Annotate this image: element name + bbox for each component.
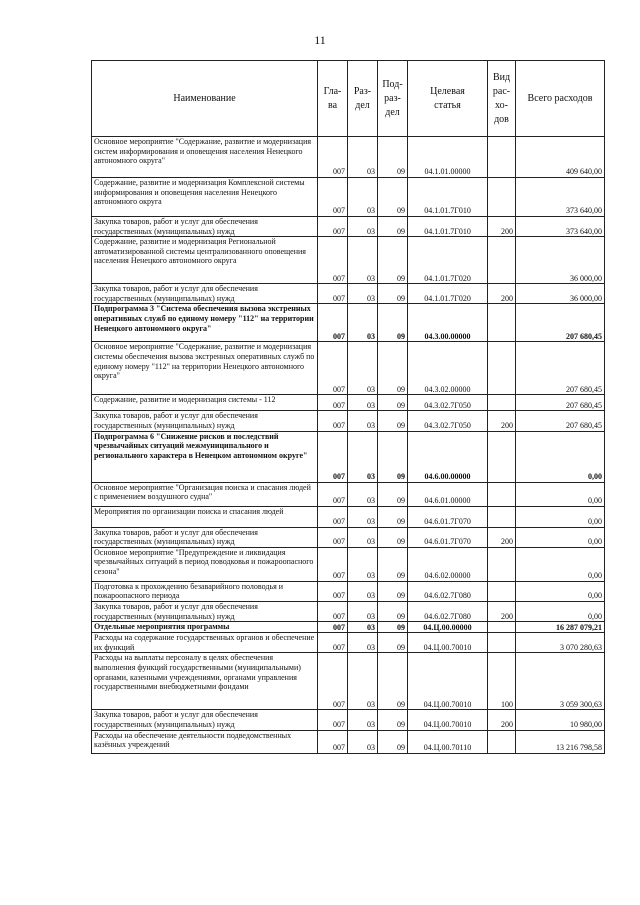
cell-glava: 007 xyxy=(318,304,348,342)
cell-name: Отдельные мероприятия программы xyxy=(92,622,318,633)
cell-total: 373 640,00 xyxy=(516,217,605,237)
cell-razdel: 03 xyxy=(348,547,378,581)
cell-podrazdel: 09 xyxy=(378,395,408,411)
cell-name: Подпрограмма 6 "Снижение рисков и последствий чрезвычайных ситуаций межмуниципального и регионального характера в Ненецком автономном округе" xyxy=(92,431,318,482)
cell-target: 04.3.02.00000 xyxy=(408,342,488,395)
table-row xyxy=(92,284,605,304)
cell-razdel: 03 xyxy=(348,411,378,431)
cell-vid xyxy=(488,342,516,395)
cell-glava: 007 xyxy=(318,710,348,730)
cell-vid xyxy=(488,237,516,284)
cell-target: 04.1.01.7Г020 xyxy=(408,284,488,304)
cell-vid xyxy=(488,622,516,633)
cell-name: Расходы на содержание государственных органов и обеспечение их функций xyxy=(92,633,318,653)
cell-vid: 200 xyxy=(488,601,516,621)
cell-name: Основное мероприятие "Организация поиска и спасания людей с применением воздушного судна" xyxy=(92,482,318,506)
cell-total: 0,00 xyxy=(516,431,605,482)
cell-podrazdel: 09 xyxy=(378,547,408,581)
cell-razdel: 03 xyxy=(348,178,378,217)
cell-razdel: 03 xyxy=(348,137,378,178)
cell-vid: 200 xyxy=(488,710,516,730)
table-row xyxy=(92,395,605,411)
cell-name: Закупка товаров, работ и услуг для обеспечения государственных (муниципальных) нужд xyxy=(92,527,318,547)
cell-name: Расходы на обеспечение деятельности подведомственных казённых учреждений xyxy=(92,730,318,753)
cell-vid xyxy=(488,506,516,527)
cell-total: 0,00 xyxy=(516,601,605,621)
cell-podrazdel: 09 xyxy=(378,342,408,395)
cell-podrazdel: 09 xyxy=(378,633,408,653)
cell-target: 04.3.02.7Г050 xyxy=(408,395,488,411)
table-row xyxy=(92,506,605,527)
cell-target: 04.6.02.00000 xyxy=(408,547,488,581)
cell-target: 04.Ц.00.70110 xyxy=(408,730,488,753)
cell-vid: 200 xyxy=(488,527,516,547)
table-row xyxy=(92,527,605,547)
cell-target: 04.3.02.7Г050 xyxy=(408,411,488,431)
cell-podrazdel: 09 xyxy=(378,217,408,237)
cell-glava: 007 xyxy=(318,217,348,237)
cell-vid: 200 xyxy=(488,284,516,304)
cell-total: 10 980,00 xyxy=(516,710,605,730)
budget-table xyxy=(91,60,605,754)
table-row xyxy=(92,601,605,621)
cell-target: 04.1.01.00000 xyxy=(408,137,488,178)
cell-glava: 007 xyxy=(318,395,348,411)
cell-glava: 007 xyxy=(318,581,348,601)
cell-podrazdel: 09 xyxy=(378,581,408,601)
cell-glava: 007 xyxy=(318,284,348,304)
cell-glava: 007 xyxy=(318,547,348,581)
cell-name: Содержание, развитие и модернизация системы - 112 xyxy=(92,395,318,411)
cell-podrazdel: 09 xyxy=(378,622,408,633)
cell-target: 04.3.00.00000 xyxy=(408,304,488,342)
cell-target: 04.1.01.7Г010 xyxy=(408,217,488,237)
table-row xyxy=(92,622,605,633)
cell-glava: 007 xyxy=(318,506,348,527)
table-row xyxy=(92,178,605,217)
cell-podrazdel: 09 xyxy=(378,710,408,730)
cell-glava: 007 xyxy=(318,411,348,431)
cell-glava: 007 xyxy=(318,178,348,217)
cell-razdel: 03 xyxy=(348,217,378,237)
cell-podrazdel: 09 xyxy=(378,411,408,431)
cell-podrazdel: 09 xyxy=(378,431,408,482)
cell-total: 0,00 xyxy=(516,581,605,601)
cell-razdel: 03 xyxy=(348,431,378,482)
table-row xyxy=(92,730,605,753)
cell-glava: 007 xyxy=(318,137,348,178)
cell-name: Подпрограмма 3 "Система обеспечения вызова экстренных оперативных служб по единому номеру "112" на территории Ненецкого автономного округа" xyxy=(92,304,318,342)
cell-target: 04.Ц.00.00000 xyxy=(408,622,488,633)
cell-name: Содержание, развитие и модернизация Региональной автоматизированной системы централизованного оповещения населения Ненецкого автономного округа xyxy=(92,237,318,284)
cell-target: 04.6.00.00000 xyxy=(408,431,488,482)
cell-total: 373 640,00 xyxy=(516,178,605,217)
cell-podrazdel: 09 xyxy=(378,601,408,621)
cell-podrazdel: 09 xyxy=(378,284,408,304)
cell-total: 207 680,45 xyxy=(516,395,605,411)
cell-podrazdel: 09 xyxy=(378,506,408,527)
table-row xyxy=(92,710,605,730)
cell-podrazdel: 09 xyxy=(378,482,408,506)
cell-target: 04.1.01.7Г020 xyxy=(408,237,488,284)
cell-vid xyxy=(488,431,516,482)
cell-total: 207 680,45 xyxy=(516,342,605,395)
cell-razdel: 03 xyxy=(348,710,378,730)
header-glava: Гла- ва xyxy=(318,61,348,137)
cell-target: 04.6.01.7Г070 xyxy=(408,527,488,547)
cell-target: 04.6.01.7Г070 xyxy=(408,506,488,527)
cell-glava: 007 xyxy=(318,482,348,506)
cell-target: 04.6.02.7Г080 xyxy=(408,601,488,621)
cell-podrazdel: 09 xyxy=(378,730,408,753)
cell-total: 36 000,00 xyxy=(516,284,605,304)
cell-glava: 007 xyxy=(318,342,348,395)
cell-razdel: 03 xyxy=(348,527,378,547)
cell-name: Закупка товаров, работ и услуг для обеспечения государственных (муниципальных) нужд xyxy=(92,284,318,304)
cell-glava: 007 xyxy=(318,527,348,547)
cell-razdel: 03 xyxy=(348,342,378,395)
cell-target: 04.Ц.00.70010 xyxy=(408,653,488,710)
cell-vid xyxy=(488,730,516,753)
cell-podrazdel: 09 xyxy=(378,137,408,178)
cell-podrazdel: 09 xyxy=(378,304,408,342)
cell-target: 04.6.02.7Г080 xyxy=(408,581,488,601)
cell-total: 207 680,45 xyxy=(516,304,605,342)
cell-podrazdel: 09 xyxy=(378,178,408,217)
cell-glava: 007 xyxy=(318,601,348,621)
cell-target: 04.1.01.7Г010 xyxy=(408,178,488,217)
cell-vid xyxy=(488,395,516,411)
cell-vid: 200 xyxy=(488,217,516,237)
table-row xyxy=(92,237,605,284)
cell-vid: 200 xyxy=(488,411,516,431)
table-row xyxy=(92,633,605,653)
cell-name: Закупка товаров, работ и услуг для обеспечения государственных (муниципальных) нужд xyxy=(92,411,318,431)
table-row xyxy=(92,304,605,342)
cell-vid xyxy=(488,178,516,217)
header-total: Всего расходов xyxy=(516,61,605,137)
cell-name: Содержание, развитие и модернизация Комплексной системы информирования и оповещения населения Ненецкого автономного округа xyxy=(92,178,318,217)
cell-name: Закупка товаров, работ и услуг для обеспечения государственных (муниципальных) нужд xyxy=(92,601,318,621)
cell-name: Подготовка к прохождению безаварийного половодья и пожароопасного периода xyxy=(92,581,318,601)
table-row xyxy=(92,137,605,178)
cell-name: Закупка товаров, работ и услуг для обеспечения государственных (муниципальных) нужд xyxy=(92,710,318,730)
cell-razdel: 03 xyxy=(348,730,378,753)
cell-total: 13 216 798,58 xyxy=(516,730,605,753)
cell-vid: 100 xyxy=(488,653,516,710)
cell-glava: 007 xyxy=(318,633,348,653)
cell-razdel: 03 xyxy=(348,633,378,653)
cell-name: Основное мероприятие "Предупреждение и ликвидация чрезвычайных ситуаций в период поводковья и пожароопасного сезона" xyxy=(92,547,318,581)
cell-target: 04.6.01.00000 xyxy=(408,482,488,506)
table-row xyxy=(92,581,605,601)
table-row xyxy=(92,547,605,581)
table-row xyxy=(92,482,605,506)
cell-total: 0,00 xyxy=(516,482,605,506)
cell-total: 207 680,45 xyxy=(516,411,605,431)
cell-glava: 007 xyxy=(318,622,348,633)
cell-total: 0,00 xyxy=(516,506,605,527)
cell-name: Расходы на выплаты персоналу в целях обеспечения выполнения функций государственными (муниципальными) органами, казенными учреждениями, органами управления государственными внебюджетными фондами xyxy=(92,653,318,710)
cell-name: Основное мероприятие "Содержание, развитие и модернизация системы обеспечения вызова экстренных оперативных служб по единому номеру "112" на территории Ненецкого автономного округа" xyxy=(92,342,318,395)
cell-podrazdel: 09 xyxy=(378,237,408,284)
header-target: Целевая статья xyxy=(408,61,488,137)
cell-vid xyxy=(488,482,516,506)
cell-total: 0,00 xyxy=(516,527,605,547)
cell-name: Основное мероприятие "Содержание, развитие и модернизация систем информирования и оповещения населения Ненецкого автономного округа" xyxy=(92,137,318,178)
cell-razdel: 03 xyxy=(348,653,378,710)
cell-razdel: 03 xyxy=(348,622,378,633)
cell-razdel: 03 xyxy=(348,304,378,342)
header-vid: Вид рас- хо- дов xyxy=(488,61,516,137)
header-name: Наименование xyxy=(92,61,318,137)
header-razdel: Раз- дел xyxy=(348,61,378,137)
cell-name: Закупка товаров, работ и услуг для обеспечения государственных (муниципальных) нужд xyxy=(92,217,318,237)
page-number: 11 xyxy=(314,33,326,47)
cell-total: 16 287 079,21 xyxy=(516,622,605,633)
cell-razdel: 03 xyxy=(348,395,378,411)
cell-total: 36 000,00 xyxy=(516,237,605,284)
cell-razdel: 03 xyxy=(348,284,378,304)
cell-total: 0,00 xyxy=(516,547,605,581)
table-header xyxy=(92,61,605,137)
cell-razdel: 03 xyxy=(348,482,378,506)
cell-vid xyxy=(488,581,516,601)
cell-podrazdel: 09 xyxy=(378,527,408,547)
cell-total: 3 059 300,63 xyxy=(516,653,605,710)
cell-razdel: 03 xyxy=(348,237,378,284)
cell-glava: 007 xyxy=(318,431,348,482)
cell-total: 409 640,00 xyxy=(516,137,605,178)
cell-target: 04.Ц.00.70010 xyxy=(408,633,488,653)
table-row xyxy=(92,342,605,395)
cell-vid xyxy=(488,137,516,178)
table-row xyxy=(92,217,605,237)
cell-podrazdel: 09 xyxy=(378,653,408,710)
cell-glava: 007 xyxy=(318,237,348,284)
cell-razdel: 03 xyxy=(348,601,378,621)
cell-glava: 007 xyxy=(318,730,348,753)
header-podrazdel: Под- раз- дел xyxy=(378,61,408,137)
table-row xyxy=(92,411,605,431)
cell-glava: 007 xyxy=(318,653,348,710)
cell-target: 04.Ц.00.70010 xyxy=(408,710,488,730)
cell-vid xyxy=(488,547,516,581)
cell-name: Мероприятия по организации поиска и спасания людей xyxy=(92,506,318,527)
table-row xyxy=(92,653,605,710)
cell-vid xyxy=(488,304,516,342)
cell-razdel: 03 xyxy=(348,506,378,527)
table-row xyxy=(92,431,605,482)
cell-total: 3 070 280,63 xyxy=(516,633,605,653)
cell-vid xyxy=(488,633,516,653)
cell-razdel: 03 xyxy=(348,581,378,601)
